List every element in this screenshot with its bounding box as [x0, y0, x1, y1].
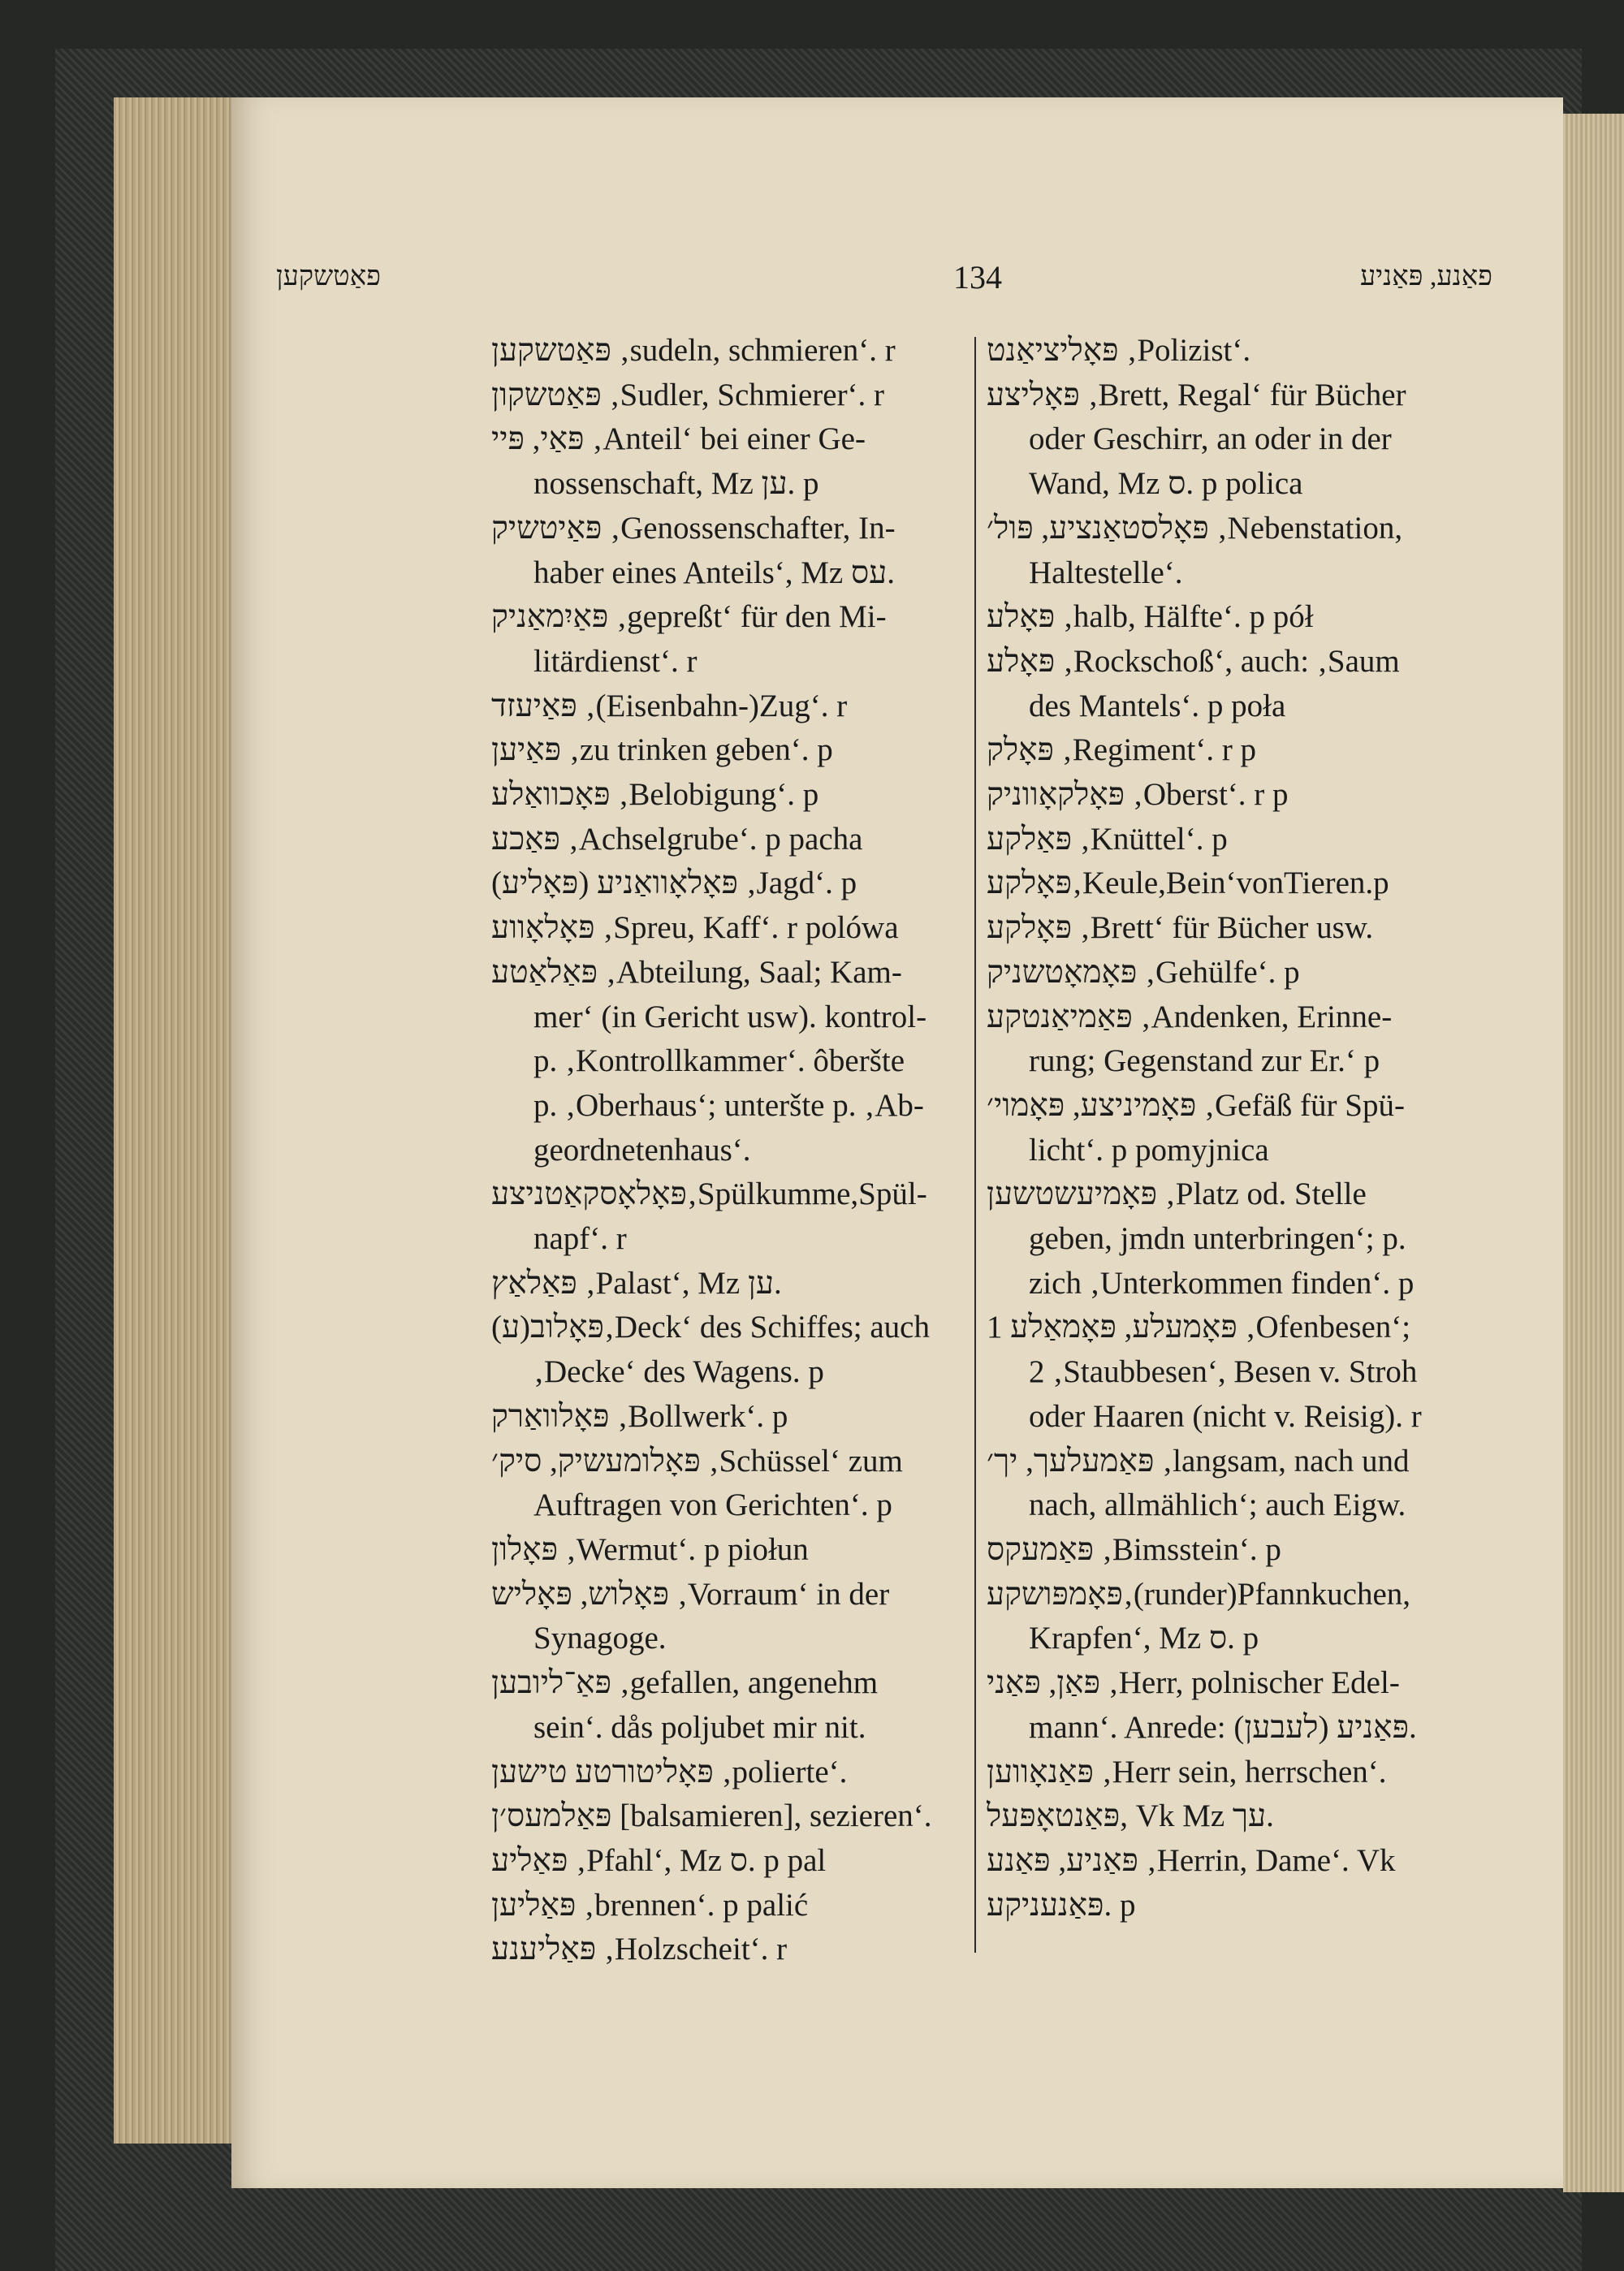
dictionary-line: Wand, Mz ס. p polica — [1029, 466, 1303, 502]
dictionary-line: mer‘ (in Gericht usw). kontrol- — [533, 999, 927, 1034]
dictionary-line: פּאַמעקס ‚Bimsstein‘. p — [987, 1531, 1281, 1567]
dictionary-line: p. ‚Oberhaus‘; unteršte p. ‚Ab- — [533, 1087, 924, 1123]
dictionary-line: פּאַלמעס׳ן [balsamieren], sezieren‘. — [491, 1798, 932, 1834]
dictionary-line: geordnetenhaus‘. — [533, 1132, 751, 1168]
dictionary-line: פּאַמעלעך, יך׳ ‚langsam, nach und — [987, 1443, 1410, 1479]
dictionary-line: פּאַמיאַנטקע ‚Andenken, Erinne- — [987, 999, 1393, 1034]
dictionary-line: פּאָליציאַנט ‚Polizist‘. — [987, 333, 1251, 368]
dictionary-line: פּאָלאָווע ‚Spreu, Kaff‘. r polówa — [491, 910, 899, 946]
dictionary-line: zich ‚Unterkommen finden‘. p — [1029, 1265, 1415, 1301]
dictionary-line: des Mantels‘. p poła — [1029, 688, 1286, 723]
dictionary-line: פּאַלקע ‚Knüttel‘. p — [987, 821, 1228, 857]
dictionary-line: פּאַיִמאַניק ‚gepreßt‘ für den Mi- — [491, 599, 887, 635]
dictionary-line: geben, jmdn unterbringen‘; p. — [1029, 1221, 1406, 1257]
dictionary-line: mann‘. Anrede: (לעבען) פּאַניע. — [1029, 1709, 1417, 1745]
dictionary-line: פּאָלק ‚Regiment‘. r p — [987, 732, 1257, 768]
dictionary-line: פּאָכוואַלע ‚Belobigung‘. p — [491, 777, 819, 813]
dictionary-line: פּאָלוואַרק ‚Bollwerk‘. p — [491, 1398, 788, 1434]
dictionary-line: פּאַטשקען ‚sudeln, schmieren‘. r — [491, 333, 896, 368]
dictionary-line: פּאָליטורטע טישען ‚polierte‘. — [491, 1754, 848, 1790]
dictionary-line: פּאַי, פּיי ‚Anteil‘ bei einer Ge- — [491, 421, 866, 457]
dictionary-line: פּאַכע ‚Achselgrube‘. p pacha — [491, 821, 863, 857]
dictionary-line: Krapfen‘, Mz ס. p — [1029, 1621, 1259, 1656]
dictionary-line: פּאַיעזד ‚(Eisenbahn-)Zug‘. r — [491, 688, 848, 723]
dictionary-line: פּאַליען ‚brennen‘. p palić — [491, 1887, 809, 1923]
dictionary-line: פּאָלקע‚Keule,Bein‘vonTieren.p — [987, 866, 1389, 901]
dictionary-line: פּאָמאָטשניק ‚Gehülfe‘. p — [987, 954, 1300, 990]
dictionary-line: פּאָמעלע, פּאָמאַלע 1 ‚Ofenbesen‘; — [987, 1310, 1411, 1345]
dictionary-line: nach, allmählich‘; auch Eigw. — [1029, 1487, 1406, 1523]
dictionary-line: litärdienst‘. r — [533, 643, 698, 679]
dictionary-line: nossenschaft, Mz ען. p — [533, 466, 819, 502]
dictionary-line: פּאָלאָוואַניע (פּאָליע) ‚Jagd‘. p — [491, 866, 857, 901]
dictionary-line: Auftragen von Gerichten‘. p — [533, 1487, 892, 1523]
dictionary-line: napf‘. r — [533, 1221, 627, 1257]
dictionary-line: Synagoge. — [533, 1621, 667, 1656]
page-number: 134 — [953, 259, 1002, 296]
dictionary-line: rung; Gegenstand zur Er.‘ p — [1029, 1043, 1380, 1079]
dictionary-line: ‚Decke‘ des Wagens. p — [533, 1354, 824, 1390]
dictionary-line: פּאָלוב(ע)‚Deck‘ des Schiffes; auch — [491, 1310, 930, 1345]
right-page-stack — [1563, 114, 1624, 2192]
dictionary-line: פּאָלומעשיק, סיק׳ ‚Schüssel‘ zum — [491, 1443, 903, 1479]
dictionary-line: פּאַליענע ‚Holzscheit‘. r — [491, 1932, 788, 1967]
dictionary-line: oder Geschirr, an oder in der — [1029, 421, 1392, 457]
dictionary-line: פּאַלאַץ ‚Palast‘, Mz ען. — [491, 1265, 782, 1301]
dictionary-line: פּאָלסטאַנציע, פּול׳ ‚Nebenstation, — [987, 510, 1403, 546]
dictionary-line: פּאַטשקון ‚Sudler, Schmierer‘. r — [491, 377, 885, 412]
column-divider — [974, 337, 976, 1953]
dictionary-line: Haltestelle‘. — [1029, 555, 1183, 590]
dictionary-line: פּאָלקע ‚Brett‘ für Bücher usw. — [987, 910, 1374, 946]
dictionary-line: פּאָמיניצע, פּאָמוי׳ ‚Gefäß für Spü- — [987, 1087, 1405, 1123]
dictionary-line: פּאָלוש, פּאָליש ‚Vorraum‘ in der — [491, 1576, 890, 1612]
dictionary-line: פּאָליצע ‚Brett, Regal‘ für Bücher — [987, 377, 1406, 412]
dictionary-line: פּאָלון ‚Wermut‘. p piołun — [491, 1531, 809, 1567]
dictionary-line: p. ‚Kontrollkammer‘. ôberšte — [533, 1043, 905, 1079]
left-column — [491, 329, 958, 1972]
dictionary-line: פּאָלע ‚halb, Hälfte‘. p pół — [987, 599, 1314, 635]
dictionary-line: sein‘. dås poljubet mir nit. — [533, 1709, 866, 1745]
dictionary-line: פּאָמיעשטשען ‚Platz od. Stelle — [987, 1177, 1367, 1212]
dictionary-line: פּאַנטאָפּעל, Vk Mz עך. — [987, 1798, 1274, 1834]
dictionary-line: haber eines Anteils‘, Mz עס. — [533, 555, 895, 590]
dictionary-line: פּאַליע ‚Pfahl‘, Mz ס. p pal — [491, 1842, 827, 1878]
dictionary-line: פּאָלאָסקאַטניצע‚Spülkumme,Spül- — [491, 1177, 927, 1212]
dictionary-line: פּאַנעניקע. p — [987, 1887, 1136, 1923]
dictionary-line: 2 ‚Staubbesen‘, Besen v. Stroh — [1029, 1354, 1418, 1390]
dictionary-line: פּאַיען ‚zu trinken geben‘. p — [491, 732, 833, 768]
dictionary-line: פּאַנאָווען ‚Herr sein, herrschen‘. — [987, 1754, 1387, 1790]
dictionary-line: פּאָלקאָווניק ‚Oberst‘. r p — [987, 777, 1289, 813]
dictionary-line: פּאַ־ליובען ‚gefallen, angenehm — [491, 1665, 879, 1701]
dictionary-line: פּאָלע ‚Rockschoß‘, auch: ‚Saum — [987, 643, 1400, 679]
dictionary-line: פּאַיטשיק ‚Genossenschafter, In- — [491, 510, 896, 546]
dictionary-line: פּאַלאַטע ‚Abteilung, Saal; Kam- — [491, 954, 902, 990]
dictionary-line: פּאַן, פּאַני ‚Herr, polnischer Edel- — [987, 1665, 1400, 1701]
dictionary-line: oder Haaren (nicht v. Reisig). r — [1029, 1398, 1422, 1434]
dictionary-line: פּאַניע, פּאַנע ‚Herrin, Dame‘. Vk — [987, 1842, 1396, 1878]
right-column — [987, 329, 1453, 1928]
running-head-left: פאַטשקען — [276, 261, 381, 291]
running-head-right: פאַנע, פּאַניע — [1360, 261, 1492, 291]
dictionary-line: פּאָמפּושקע‚(runder)Pfannkuchen, — [987, 1576, 1411, 1612]
dictionary-line: licht‘. p pomyjnica — [1029, 1132, 1269, 1168]
